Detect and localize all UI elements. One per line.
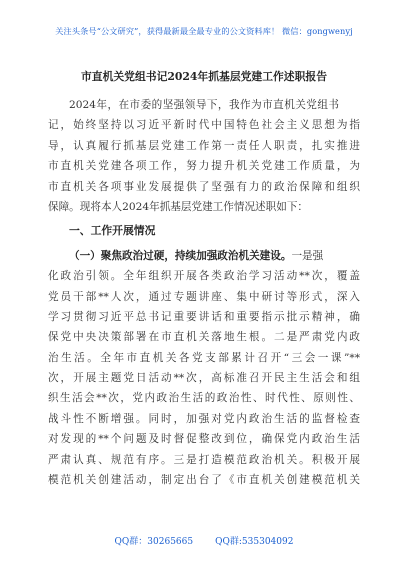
document-title: 市直机关党组书记2024年抓基层党建工作述职报告 [81,70,327,83]
body-line: 严肃认真、规范有序。三是打造模范政治机关。积极开展 [48,453,360,466]
qq-group-1: QQ群：30265665 [114,537,194,547]
intro-line: 保障。现将本人2024年抓基层党建工作情况述职如下： [48,200,309,213]
body-line: 化政治引领。全年组织开展各类政治学习活动**次，覆盖 [48,270,360,283]
intro-line: 市直机关各项事业发展提供了坚强有力的政治保障和组织 [48,180,360,193]
qq-group-footer [0,534,408,547]
intro-line: 市直机关党建各项工作，努力提升机关党建工作质量，为 [48,160,360,173]
intro-line [48,95,360,115]
body-line: 治生活。全年市直机关各党支部累计召开“三会一课”** [48,351,360,364]
section-heading [48,221,360,241]
body-line: 学习贯彻习近平总书记重要讲话和重要指示批示精神，确 [48,310,360,323]
body-line: 保党中央决策部署在市直机关落地生根。二是严肃党内政 [48,331,360,344]
sub-heading-line [48,246,360,266]
document-body [48,95,360,490]
body-line: 对发现的**个问题及时督促整改到位，确保党内政治生活 [48,433,360,446]
sub-heading-tail: 一是强 [291,249,324,262]
body-line: 党员干部**人次，通过专题讲座、集中研讨等形式，深入 [48,290,360,303]
body-line: 织生活会**次，党内政治生活的政治性、时代性、原则性、 [48,392,360,405]
section-heading-text: 一、工作开展情况 [69,224,156,238]
qq-group-2: QQ群:535304092 [215,537,294,547]
body-line: 战斗性不断增强。同时，加强对党内政治生活的监督检查 [48,412,360,425]
promo-header-note: 关注头条号“公文研究”，获得最新最全最专业的公文资料库！ 微信：gongwenyj [55,26,353,36]
intro-line-text: 2024年，在市委的坚强领导下，我作为市直机关党组书 [69,99,339,111]
intro-line: 记，始终坚持以习近平新时代中国特色社会主义思想为指 [48,119,360,132]
body-line: 模范机关创建活动，制定出台了《市直机关创建模范机关 [48,474,360,487]
body-line: 次，开展主题党日活动**次，高标准召开民主生活会和组 [48,372,360,385]
intro-line: 导，认真履行抓基层党建工作第一责任人职责，扎实推进 [48,139,360,152]
sub-heading: （一）聚焦政治过硬，持续加强政治机关建设。 [69,249,292,262]
